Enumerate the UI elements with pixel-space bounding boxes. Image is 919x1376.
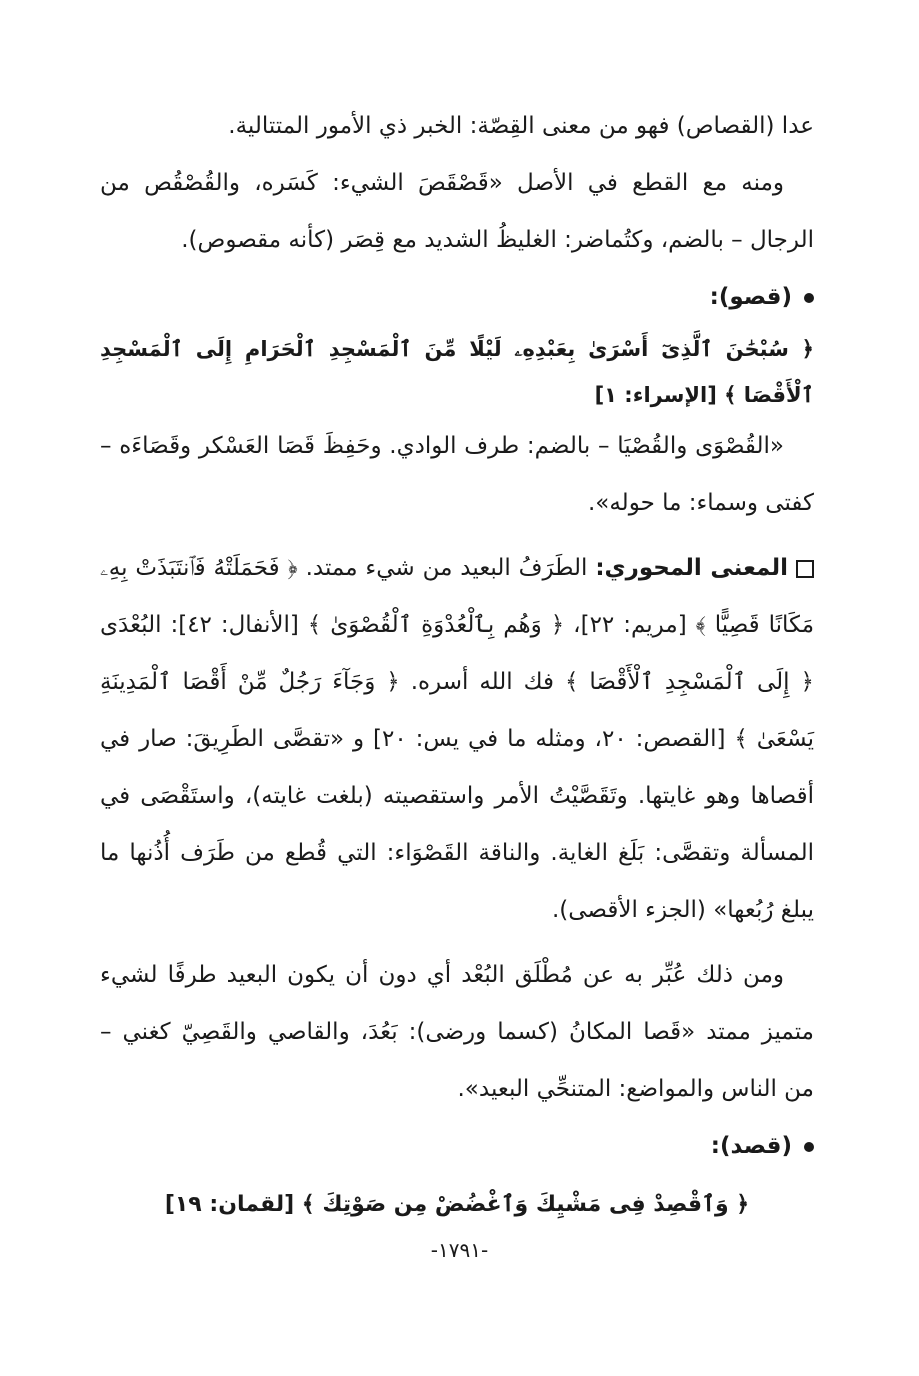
page-number: -١٧٩١-	[430, 1238, 489, 1262]
heading-qsd	[100, 1118, 814, 1175]
paragraph-4	[100, 540, 814, 939]
paragraph-2: ومنه مع القطع في الأصل «قَصْقَصَ الشيء: كَسَره، والقُصْقُص من الرجال – بالضم، وكتُماضر: الغليظُ الشديد مع قِصَر (كأنه مقصوص).	[100, 170, 814, 253]
core-meaning-text: الطَرَفُ البعيد من شيء ممتد. ﴿ فَحَمَلَتْهُ فَٱنتَبَذَتْ بِهِۦ مَكَانًا قَصِيًّا ﴾ [مريم: ٢٢]، ﴿ وَهُم بِٱلْعُدْوَةِ ٱلْقُصْوَىٰ ﴾ [الأنفال: ٤٢]: البُعْدَى ﴿ إِلَى ٱلْمَسْجِدِ ٱلْأَقْصَا ﴾ فك الله أسره. ﴿ وَجَآءَ رَجُلٌ مِّنْ أَقْصَا ٱلْمَدِينَةِ يَسْعَىٰ ﴾ [القصص: ٢٠، ومثله ما في يس: ٢٠] و «تقصَّى الطَرِيقَ: صار في أقصاها وهو غايتها. وتَقَصَّيْتُ الأمر واستقصيته (بلغت غايته)، واستَقْصَى في المسألة وتقصَّى: بَلَغ الغاية. والناقة القَصْوَاء: التي قُطع من طَرَف أُذُنها ما يبلغ رُبُعها» (الجزء الأقصى).	[100, 555, 815, 923]
heading-qsd-label: (قصد):	[710, 1133, 792, 1159]
bullet-icon	[804, 293, 814, 303]
paragraph-5: ومن ذلك عُبِّر به عن مُطْلَق البُعْد أي دون أن يكون البعيد طرفًا لشيء متميز ممتد «قَصا المكانُ (كسما ورضى): بَعُدَ، والقاصي والقَصِيّ كغني – من الناس والمواضع: المتنحِّي البعيد».	[100, 962, 814, 1102]
page-body	[100, 98, 814, 1235]
paragraph-1: عدا (القصاص) فهو من معنى القِصّة: الخبر ذي الأمور المتتالية.	[228, 113, 814, 139]
verse-isra: ﴿ سُبْحَٰنَ ٱلَّذِىٓ أَسْرَىٰ بِعَبْدِهِۦ لَيْلًا مِّنَ ٱلْمَسْجِدِ ٱلْحَرَامِ إِلَى ٱلْمَسْجِدِ ٱلْأَقْصَا ﴾ [الإسراء: ١]	[100, 337, 814, 407]
verse-luqman: ﴿ وَٱقْصِدْ فِى مَشْيِكَ وَٱغْضُضْ مِن صَوْتِكَ ﴾ [لقمان: ١٩]	[164, 1192, 750, 1217]
core-meaning-label: المعنى المحوري:	[595, 555, 788, 581]
heading-qsw-label: (قصو):	[709, 284, 792, 310]
heading-qsw	[100, 269, 814, 326]
paragraph-3: «القُصْوَى والقُصْيَا – بالضم: طرف الوادي. وحَفِظَ قَصَا العَسْكر وقَصَاءَه – كفتى وسماء: ما حوله».	[100, 433, 814, 516]
bullet-icon	[804, 1142, 814, 1152]
square-marker-icon	[796, 560, 814, 578]
